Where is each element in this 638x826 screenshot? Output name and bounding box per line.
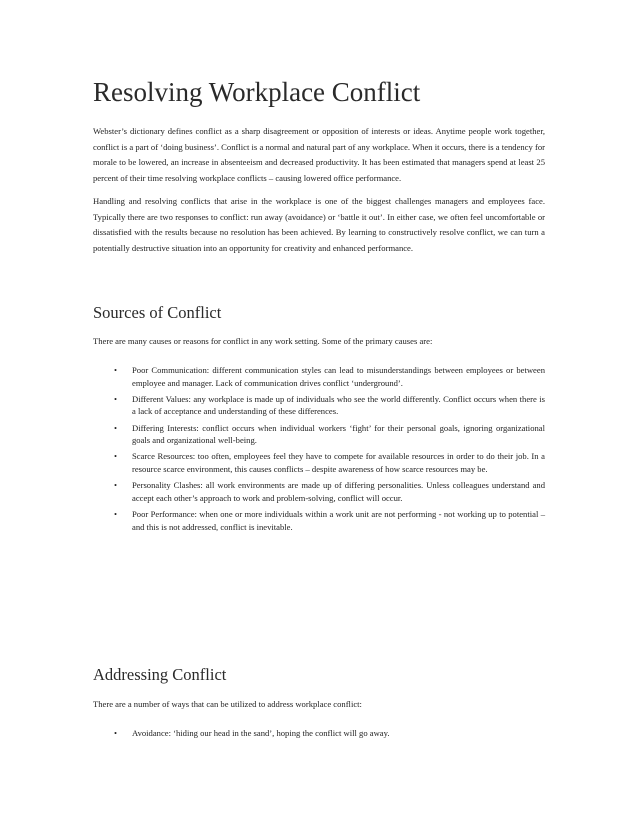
sources-heading: Sources of Conflict: [93, 303, 222, 322]
list-item-text: Differing Interests: conflict occurs when individual workers ‘fight’ for their personal goals, ignoring organizational goals and organizational well-being.: [132, 422, 545, 446]
intro-paragraph-2: Handling and resolving conflicts that arise in the workplace is one of the biggest challenges managers and employees face. Typically there are two responses to conflict: run away (avoidance) or ‘battle it out’. In either case, we often feel uncomfortable or dissatisfied with the results because no resolution has been achieved. By learning to constructively resolve conflict, we can turn a potentially destructive situation into an opportunity for creativity and enhanced performance.: [93, 196, 545, 253]
bullet-icon: •: [114, 365, 118, 375]
bullet-icon: •: [114, 422, 118, 433]
list-item: [93, 727, 545, 740]
addressing-heading: Addressing Conflict: [93, 665, 227, 684]
document-title: Resolving Workplace Conflict: [93, 77, 421, 107]
bullet-icon: •: [114, 728, 118, 738]
sources-lead: There are many causes or reasons for conflict in any work setting. Some of the primary causes are:: [93, 336, 433, 346]
bullet-icon: •: [114, 508, 118, 519]
bullet-icon: •: [114, 451, 118, 462]
list-item: [93, 422, 545, 447]
list-item: [93, 450, 545, 475]
list-item-text: Poor Communication: different communication styles can lead to misunderstandings between employees or between employee and manager. Lack of communication drives conflict ‘underground’.: [132, 365, 545, 388]
sources-list: [93, 364, 545, 537]
list-item: [93, 479, 545, 504]
list-item: [93, 508, 545, 533]
list-item: [93, 364, 545, 389]
bullet-icon: •: [114, 393, 118, 404]
bullet-icon: •: [114, 480, 118, 491]
intro-paragraph-1: Webster’s dictionary defines conflict as a sharp disagreement or opposition of interests or ideas. Anytime people work together, conflict is a part of ‘doing business’. Conflict is a normal and natural part of any workplace. When it occurs, there is a tendency for morale to be lowered, an increase in absenteeism and decreased productivity. It has been estimated that managers spend at least 25 percent of their time resolving workplace conflicts – causing lowered office performance.: [93, 126, 545, 183]
list-item-text: Avoidance: ‘hiding our head in the sand’, hoping the conflict will go away.: [132, 728, 390, 738]
list-item-text: Personality Clashes: all work environments are made up of differing personalities. Unless colleagues understand and accept each other’s approach to work and problem-solving, conflict will occur.: [132, 480, 545, 503]
list-item-text: Poor Performance: when one or more individuals within a work unit are not performing - not working up to potential – and this is not addressed, conflict is inevitable.: [132, 508, 545, 532]
list-item-text: Scarce Resources: too often, employees feel they have to compete for available resources in order to do their job. In a resource scarce environment, this causes conflicts – despite awareness of how scarce resources may be.: [132, 451, 545, 474]
list-item-text: Different Values: any workplace is made up of individuals who see the world differently. Conflict occurs when there is a lack of acceptance and understanding of these differences.: [132, 393, 545, 417]
list-item: [93, 393, 545, 418]
addressing-list: [93, 727, 545, 743]
addressing-lead: There are a number of ways that can be utilized to address workplace conflict:: [93, 699, 362, 709]
